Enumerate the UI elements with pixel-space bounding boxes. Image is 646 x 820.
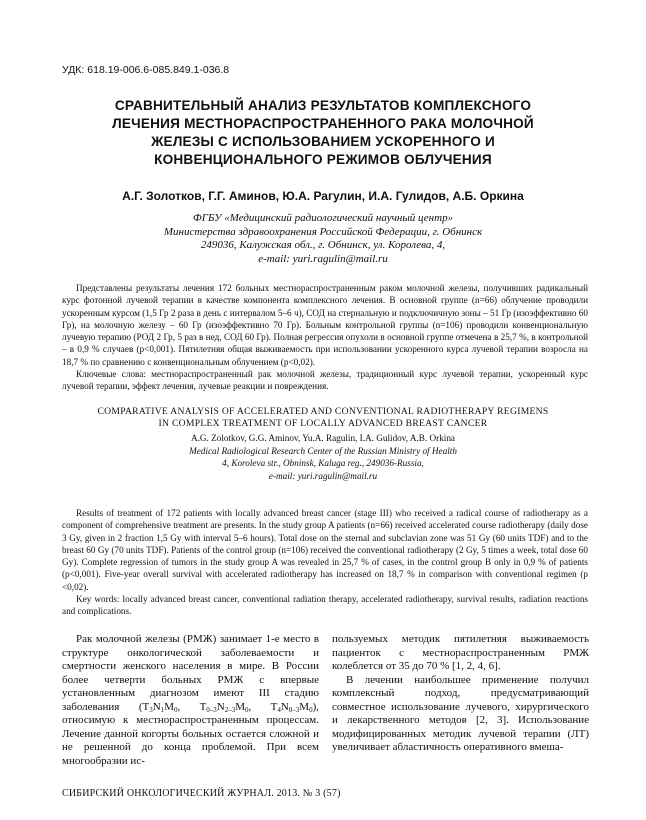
title-line: КОНВЕНЦИОНАЛЬНОГО РЕЖИМОВ ОБЛУЧЕНИЯ	[154, 152, 492, 167]
tnm-formula	[143, 701, 313, 713]
udk-code: УДК: 618.19-006.6-085.849.1-036.8	[62, 64, 230, 76]
body-text: ), относимую к местнораспространенным процессам. Лечение данной когорты больных остается сложной и не решенной до конца проблемой. При всем многообразии ис-	[62, 700, 319, 767]
body-paragraph: пользуемых методик пятилетняя выживаемость пациенток с местнораспространенным РМЖ колеблется от 35 до 70 % [1, 2, 4, 6].	[332, 633, 589, 672]
abstract-en-text: Results of treatment of 172 patients with locally advanced breast cancer (stage III) who received a radical course of radiotherapy as a component of comprehensive treatment are presents. In the study group A patients (n=66) received accelerated course radiotherapy (daily dose 3 Gy, given in 2 fraction 1,5 Gy with interval 5–6 hours). Total dose on the sternal and subclavian zone was 51 Gy (60 units TDF) and to the breast 60 Gy (70 units TDF). Patients of the control group (n=106) received the conventional radiotherapy (2 Gy, 5 times a week, total dose 60 Gy). Complete regression of tumors in the study group A was revealed in 25,7 % of cases, in the control group B only in 0,9 % of patients (p<0,001). Five-year overall survival with accelerated radiotherapy has increased on 18,7 % in comparison with conventional regimen (p <0,02).	[62, 508, 588, 592]
title-line: СРАВНИТЕЛЬНЫЙ АНАЛИЗ РЕЗУЛЬТАТОВ КОМПЛЕКСНОГО	[114, 98, 532, 113]
body-column-left	[62, 633, 319, 768]
tnm-part: M	[299, 700, 310, 713]
keywords-ru: Ключевые слова: местнораспространенный рак молочной железы, традиционный курс лучевой терапии, ускоренный курс лучевой терапии, эффект лечения, лучевые реакции и повреждения.	[62, 369, 588, 392]
title-en-line: COMPARATIVE ANALYSIS OF ACCELERATED AND CONVENTIONAL RADIOTHERAPY REGIMENS	[97, 406, 549, 417]
journal-footer: СИБИРСКИЙ ОНКОЛОГИЧЕСКИЙ ЖУРНАЛ. 2013. № 3 (57)	[62, 788, 341, 799]
tnm-subscript: 0–3	[288, 705, 300, 714]
tnm-subscript: 1	[160, 705, 165, 714]
tnm-subscript: 2–3	[224, 705, 236, 714]
title-line: ЖЕЛЕЗЫ С ИСПОЛЬЗОВАНИЕМ УСКОРЕННОГО И	[151, 134, 495, 149]
body-column-right	[332, 633, 589, 755]
tnm-part: N	[280, 700, 289, 713]
tnm-part: T	[142, 700, 150, 713]
tnm-subscript: 0	[245, 705, 249, 714]
title-en-line: IN COMPLEX TREATMENT OF LOCALLY ADVANCED BREAST CANCER	[158, 418, 488, 430]
affiliation-line: Министерства здравоохранения Российской Федерации, г. Обнинск	[163, 225, 483, 238]
body-paragraph	[62, 633, 319, 768]
tnm-part: , T	[177, 700, 207, 713]
tnm-subscript: 3	[149, 705, 153, 714]
abstract-en	[62, 507, 588, 618]
email-en: e-mail: yuri.ragulin@mail.ru	[268, 470, 378, 481]
tnm-part: N	[152, 700, 161, 713]
authors-en: A.G. Zolotkov, G.G. Aminov, Yu.A. Ragulin, I.A. Gulidov, A.B. Orkina	[190, 433, 456, 443]
affiliation-en-line: Medical Radiological Research Center of the Russian Ministry of Health	[189, 445, 457, 456]
tnm-subscript: 0–3	[206, 705, 217, 714]
affiliation-line: ФГБУ «Медицинский радиологический научный центр»	[192, 212, 454, 224]
tnm-subscript: 0	[173, 705, 178, 714]
affiliation-line: 249036, Калужская обл., г. Обнинск, ул. Королева, 4,	[200, 239, 446, 251]
title-en	[0, 406, 646, 431]
keywords-en: Key words: locally advanced breast cancer, conventional radiation therapy, accelerated radiotherapy, survival results, radiation reactions and complications.	[62, 594, 588, 617]
authors-ru: А.Г. Золотков, Г.Г. Аминов, Ю.А. Рагулин, И.А. Гулидов, А.Б. Оркина	[122, 189, 524, 203]
body-paragraph: В лечении наибольшее применение получил комплексный подход, предусматривающий совместное использование лучевого, хирургического и лекарственного методов [2, 3]. Использование модифицированных методик лучевой терапии (ЛТ) увеличивает абластичность оперативного вмеша-	[332, 673, 589, 753]
title-line: ЛЕЧЕНИЯ МЕСТНОРАСПРОСТРАНЕННОГО РАКА МОЛОЧНОЙ	[112, 116, 534, 131]
meta-en	[0, 432, 646, 482]
tnm-subscript: 0	[309, 705, 313, 714]
email-ru: e-mail: yuri.ragulin@mail.ru	[258, 252, 388, 265]
article-title	[60, 97, 586, 169]
abstract-ru	[62, 282, 588, 393]
tnm-subscript: 4	[277, 705, 281, 714]
tnm-part: M	[164, 700, 174, 713]
abstract-ru-text: Представлены результаты лечения 172 больных местнораспространенным раком молочной железы, получивших радикальный курс фотонной лучевой терапии в качестве компонента комплексного лечения. В основной группе (n=66) облучение проводили ускоренным курсом (1,5 Гр 2 раза в день с интервалом 5–6 ч), СОД на стернальную и подключичную зоны – 51 Гр (изоэффективно 60 Гр), на молочную железу – 60 Гр (изоэффективно 70 Гр). Больным контрольной группы (n=106) проводили конвенциональную лучевую терапию (РОД 2 Гр, 5 раз в нед, СОД 60 Гр). Полная регрессия опухоли в основной группе отмечена в 25,7 %, в контрольной – в 0,9 % случаев (p<0,001). Пятилетняя общая выживаемость при использовании ускоренного курса лучевой терапии возросла на 18,7 % по сравнению с конвенциональным облучением (p<0,02).	[62, 283, 588, 367]
tnm-part: M	[235, 700, 246, 713]
affiliation-en-line: 4, Koroleva str., Obninsk, Kaluga reg., 249036-Russia,	[222, 458, 424, 469]
tnm-part: , T	[248, 700, 278, 713]
affiliation-ru	[0, 212, 646, 266]
body-text: Рак молочной железы (РМЖ) занимает 1-е место в структуре онкологической заболеваемости и смертности женского населения в мире. В России более четверти больных РМЖ с впервые установленным диагнозом имеют III стадию заболевания (	[62, 633, 319, 713]
tnm-part: N	[216, 700, 225, 713]
